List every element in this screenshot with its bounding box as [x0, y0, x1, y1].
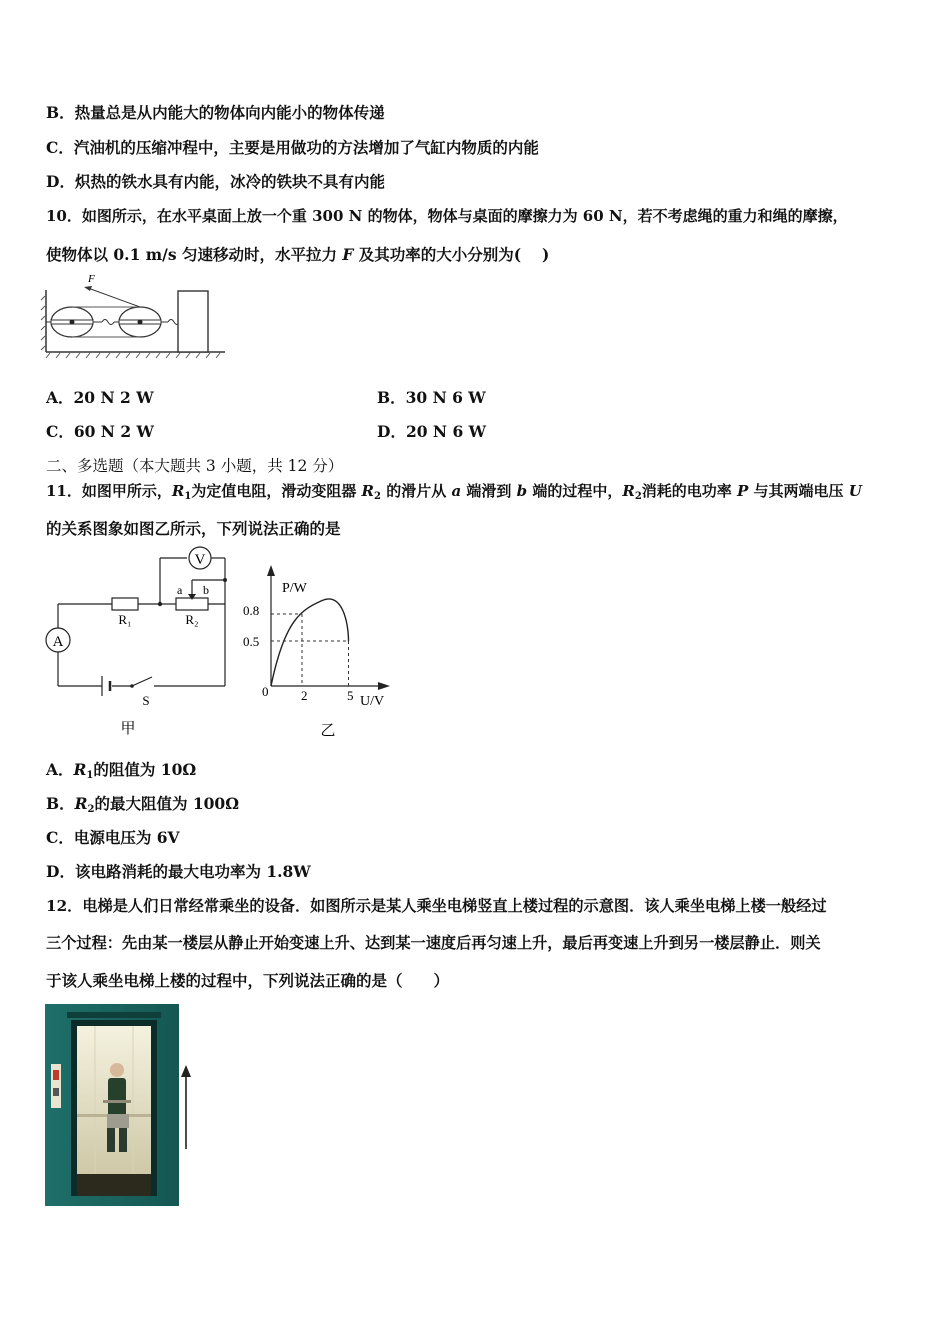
q11-option-d: D．该电路消耗的最大电功率为 1.8W: [46, 862, 311, 881]
switch-label: S: [142, 693, 150, 708]
graph-caption: 乙: [320, 723, 336, 739]
q11-stem-line2: 的关系图象如图乙所示，下列说法正确的是: [46, 519, 341, 538]
power-curve: [271, 599, 349, 686]
ytick-0-5: 0.5: [243, 634, 260, 649]
power-voltage-graph: [240, 560, 400, 740]
q9-option-c: C．汽油机的压缩冲程中，主要是用做功的方法增加了气缸内物质的内能: [46, 138, 539, 157]
section-heading: 二、多选题（本大题共 3 小题，共 12 分）: [46, 457, 344, 475]
q12-stem-line3: 于该人乘坐电梯上楼的过程中，下列说法正确的是（ ）: [46, 971, 450, 990]
upward-arrow-icon: [178, 1065, 194, 1150]
elevator-photo: [45, 1004, 179, 1206]
q12-stem-line2: 三个过程：先由某一楼层从静止开始变速上升、达到某一速度后再匀速上升，最后再变速上升到另一楼层静止．则关: [46, 934, 821, 952]
circuit-caption: 甲: [120, 721, 136, 737]
ytick-0-8: 0.8: [243, 603, 260, 618]
q10-option-a: A．20 N 2 W: [46, 388, 154, 407]
voltmeter-label: V: [194, 552, 206, 568]
q10-option-c: C．60 N 2 W: [46, 422, 154, 441]
force-label-f: F: [88, 273, 95, 285]
q11-stem-line1: 11．如图甲所示，$R_1$为定值电阻，滑动变阻器 $R_2$ 的滑片从 a 端滑到 b 端的过程中，$R_2$消耗的电功率 P 与其两端电压 U: [46, 482, 862, 502]
circuit-diagram: [40, 540, 240, 740]
q10-option-d: D．20 N 6 W: [377, 422, 487, 441]
q11-option-a: A．$R_1$的阻值为 10Ω: [46, 760, 197, 781]
ammeter-label: A: [52, 634, 64, 650]
slider-end-a: a: [177, 583, 183, 597]
xtick-5: 5: [347, 688, 354, 703]
q9-option-b: B．热量总是从内能大的物体向内能小的物体传递: [46, 103, 385, 122]
q11-option-c: C．电源电压为 6V: [46, 828, 180, 847]
pulley-figure: [40, 270, 230, 360]
graph-ylabel: P/W: [282, 581, 307, 596]
r1-label: R₁: [118, 612, 132, 627]
q11-option-b: B．$R_2$的最大阻值为 100Ω: [46, 794, 240, 815]
q9-option-d: D．炽热的铁水具有内能，冰冷的铁块不具有内能: [46, 172, 385, 191]
q10-option-b: B．30 N 6 W: [377, 388, 486, 407]
graph-xlabel: U/V: [360, 694, 385, 709]
q12-stem-line1: 12．电梯是人们日常经常乘坐的设备．如图所示是某人乘坐电梯竖直上楼过程的示意图．该人乘坐电梯上楼一般经过: [46, 897, 827, 915]
graph-origin: 0: [262, 684, 269, 699]
r2-label: R₂: [185, 612, 199, 627]
q10-stem-line2: 使物体以 0.1 m/s 匀速移动时，水平拉力 F 及其功率的大小分别为( ): [46, 245, 550, 264]
slider-end-b: b: [203, 583, 209, 597]
q10-stem-line1: 10．如图所示，在水平桌面上放一个重 300 N 的物体，物体与桌面的摩擦力为 60 N，若不考虑绳的重力和绳的摩擦，: [46, 207, 848, 225]
xtick-2: 2: [301, 688, 308, 703]
